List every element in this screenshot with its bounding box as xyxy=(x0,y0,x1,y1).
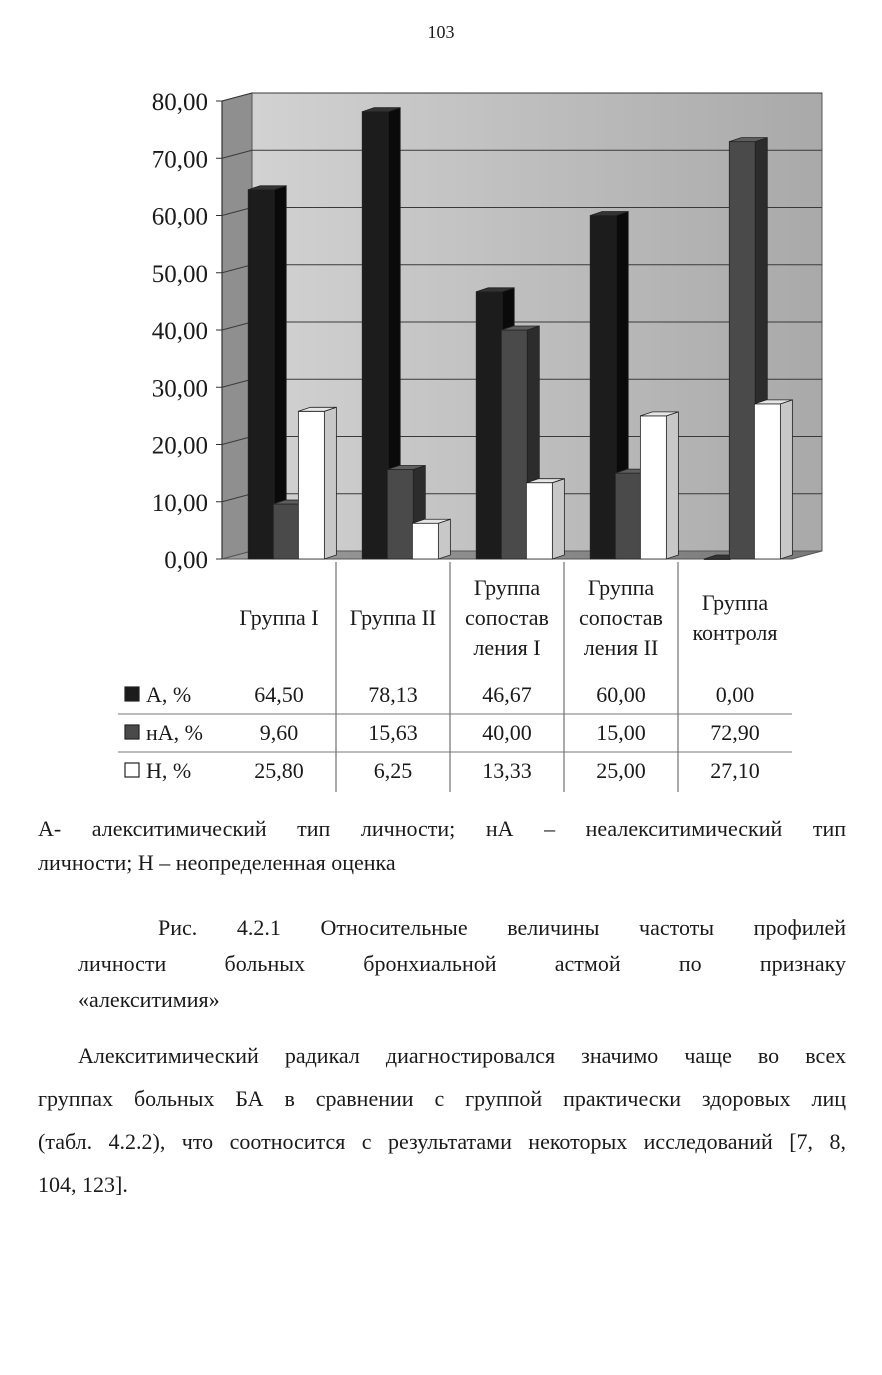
category-label: Группа xyxy=(473,575,541,600)
table-value: 72,90 xyxy=(710,720,760,745)
abbreviation-note-line: личности; Н – неопределенная оценка xyxy=(38,850,396,875)
bar xyxy=(362,112,388,559)
table-value: 25,80 xyxy=(254,758,304,783)
table-value: 40,00 xyxy=(482,720,532,745)
bar xyxy=(501,330,527,559)
legend-series-name: А, % xyxy=(146,682,192,707)
legend-swatch xyxy=(125,763,139,777)
category-label: контроля xyxy=(692,620,778,645)
table-value: 0,00 xyxy=(715,682,755,707)
category-label: ления II xyxy=(583,635,659,660)
caption-line: «алекситимия» xyxy=(78,987,220,1012)
body-line: 104, 123]. xyxy=(38,1172,128,1197)
category-label: Группа xyxy=(701,590,769,615)
table-value: 64,50 xyxy=(254,682,304,707)
abbreviation-note xyxy=(38,812,846,880)
category-label: сопостав xyxy=(579,605,663,630)
bar xyxy=(412,523,438,559)
bar-side xyxy=(552,479,564,559)
bar xyxy=(754,404,780,559)
table-value: 9,60 xyxy=(259,720,299,745)
table-value: 13,33 xyxy=(482,758,532,783)
bar-side xyxy=(780,400,792,559)
body-line: (табл. 4.2.2), что соотносится с результатами некоторых исследований [7, 8, xyxy=(38,1129,846,1154)
abbreviation-note-line: А- алекситимический тип личности; нА – неалекситимический тип xyxy=(38,816,846,841)
y-tick-label: 50,00 xyxy=(151,260,208,288)
caption-line: Рис. 4.2.1 Относительные величины частоты профилей xyxy=(158,915,846,940)
table-value: 78,13 xyxy=(368,682,418,707)
category-label: Группа I xyxy=(239,605,319,630)
table-value: 6,25 xyxy=(373,758,413,783)
y-tick-label: 60,00 xyxy=(151,203,208,231)
body-line: группах больных БА в сравнении с группой практически здоровых лиц xyxy=(38,1086,846,1111)
bar xyxy=(387,470,413,559)
bar xyxy=(526,483,552,559)
bar-side xyxy=(666,412,678,559)
y-tick-label: 30,00 xyxy=(151,375,208,403)
category-label: сопостав xyxy=(465,605,549,630)
bar xyxy=(640,416,666,559)
bar xyxy=(590,216,616,560)
y-tick-label: 0,00 xyxy=(164,547,208,574)
legend-series-name: Н, % xyxy=(146,758,192,783)
y-tick-label: 70,00 xyxy=(151,146,208,174)
table-value: 46,67 xyxy=(482,682,532,707)
legend-swatch xyxy=(125,687,139,701)
y-tick-label: 80,00 xyxy=(151,89,208,116)
bar xyxy=(729,142,755,559)
caption-line: личности больных бронхиальной астмой по признаку xyxy=(78,951,846,976)
bar xyxy=(476,292,502,559)
table-value: 15,63 xyxy=(368,720,418,745)
category-label: ления I xyxy=(473,635,541,660)
figure-caption xyxy=(78,910,846,1018)
bar xyxy=(248,190,274,559)
y-tick-label: 10,00 xyxy=(151,489,208,517)
table-value: 60,00 xyxy=(596,682,646,707)
bar-side xyxy=(324,407,336,559)
table-value: 15,00 xyxy=(596,720,646,745)
body-line: Алекситимический радикал диагностировался значимо чаще во всех xyxy=(78,1043,846,1068)
page-number: 103 xyxy=(427,22,455,42)
bar-side xyxy=(438,519,450,559)
body-paragraph xyxy=(38,1034,846,1206)
legend-series-name: нА, % xyxy=(146,720,203,745)
table-value: 25,00 xyxy=(596,758,646,783)
y-tick-label: 40,00 xyxy=(151,318,208,345)
legend-swatch xyxy=(125,725,139,739)
bar xyxy=(273,504,299,559)
y-tick-label: 20,00 xyxy=(151,432,208,460)
table-value: 27,10 xyxy=(710,758,760,783)
category-label: Группа II xyxy=(349,605,437,630)
bar xyxy=(615,473,641,559)
category-label: Группа xyxy=(587,575,655,600)
bar xyxy=(298,411,324,559)
